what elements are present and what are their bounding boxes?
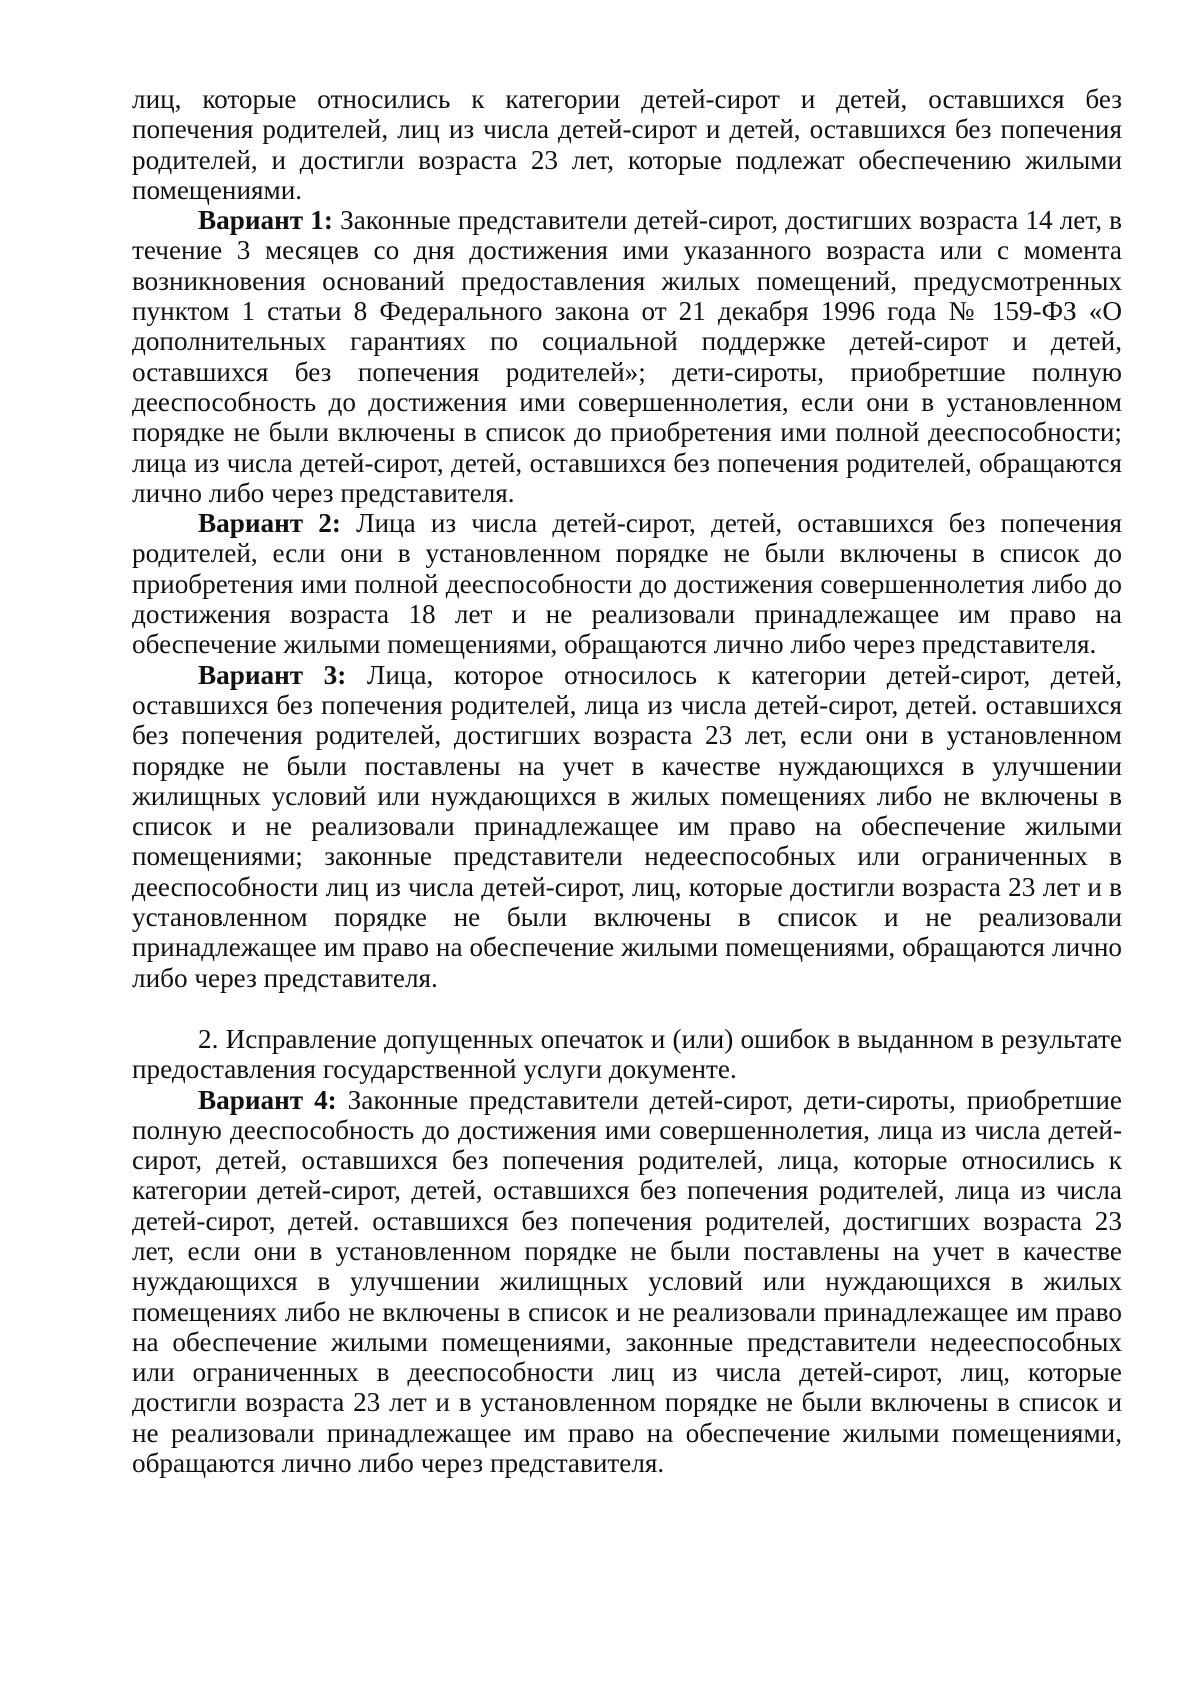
variant-1-label: Вариант 1: (198, 205, 333, 236)
variant-4-text: Законные представители детей-сирот, дети-сироты, приобретшие полную дееспособность до достижения ими совершеннолетия, лица из числа детей-сирот, детей, оставшихся без попечения родителей, лица, которые относились к категории детей-сирот, детей, оставшихся без попечения родителей, лица из числа детей-сирот, детей. оставшихся без попечения родителей, достигших возраста 23 лет, если они в установленном порядке не были поставлены на учет в качестве нуждающихся в улучшении жилищных условий или нуждающихся в жилых помещениях либо не включены в список и не реализовали принадлежащее им право на обеспечение жилыми помещениями, законные представители недееспособных или ограниченных в дееспособности лиц из числа детей-сирот, лиц, которые достигли возраста 23 лет и в установленном порядке не были включены в список и не реализовали принадлежащее им право на обеспечение жилыми помещениями, обращаются лично либо через представителя. (132, 1084, 1122, 1479)
document-page (132, 84, 1122, 1478)
section-2-heading: 2. Исправление допущенных опечаток и (или) ошибок в выданном в результате предоставления государственной услуги документе. (132, 1023, 1122, 1085)
variant-2-text: Лица из числа детей-сирот, детей, оставшихся без попечения родителей, если они в установленном порядке не были включены в список до приобретения ими полной дееспособности до достижения совершеннолетия либо до достижения возраста 18 лет и не реализовали принадлежащее им право на обеспечение жилыми помещениями, обращаются лично либо через представителя. (132, 508, 1122, 660)
variant-4-label: Вариант 4: (198, 1084, 337, 1115)
variant-2-paragraph (132, 508, 1122, 659)
variant-3-paragraph (132, 660, 1122, 993)
variant-3-label: Вариант 3: (198, 659, 347, 690)
variant-2-label: Вариант 2: (198, 508, 341, 539)
variant-1-text: Законные представители детей-сирот, достигших возраста 14 лет, в течение 3 месяцев со дня достижения ими указанного возраста или с момента возникновения оснований предоставления жилых помещений, предусмотренных пунктом 1 статьи 8 Федерального закона от 21 декабря 1996 года № 159-ФЗ «О дополнительных гарантиях по социальной поддержке детей-сирот и детей, оставшихся без попечения родителей»; дети-сироты, приобретшие полную дееспособность до достижения ими совершеннолетия, если они в установленном порядке не были включены в список до приобретения ими полной дееспособности; лица из числа детей-сирот, детей, оставшихся без попечения родителей, обращаются лично либо через представителя. (132, 205, 1122, 508)
variant-3-text: Лица, которое относилось к категории детей-сирот, детей, оставшихся без попечения родителей, лица из числа детей-сирот, детей. оставшихся без попечения родителей, достигших возраста 23 лет, если они в установленном порядке не были поставлены на учет в качестве нуждающихся в улучшении жилищных условий или нуждающихся в жилых помещениях либо не включены в список и не реализовали принадлежащее им право на обеспечение жилыми помещениями; законные представители недееспособных или ограниченных в дееспособности лиц из числа детей-сирот, лиц, которые достигли возраста 23 лет и в установленном порядке не были включены в список и не реализовали принадлежащее им право на обеспечение жилыми помещениями, обращаются лично либо через представителя. (132, 659, 1122, 993)
intro-paragraph: лиц, которые относились к категории детей-сирот и детей, оставшихся без попечения родителей, лиц из числа детей-сирот и детей, оставшихся без попечения родителей, и достигли возраста 23 лет, которые подлежат обеспечению жилыми помещениями. (132, 84, 1122, 205)
variant-4-paragraph (132, 1085, 1122, 1479)
variant-1-paragraph (132, 205, 1122, 508)
